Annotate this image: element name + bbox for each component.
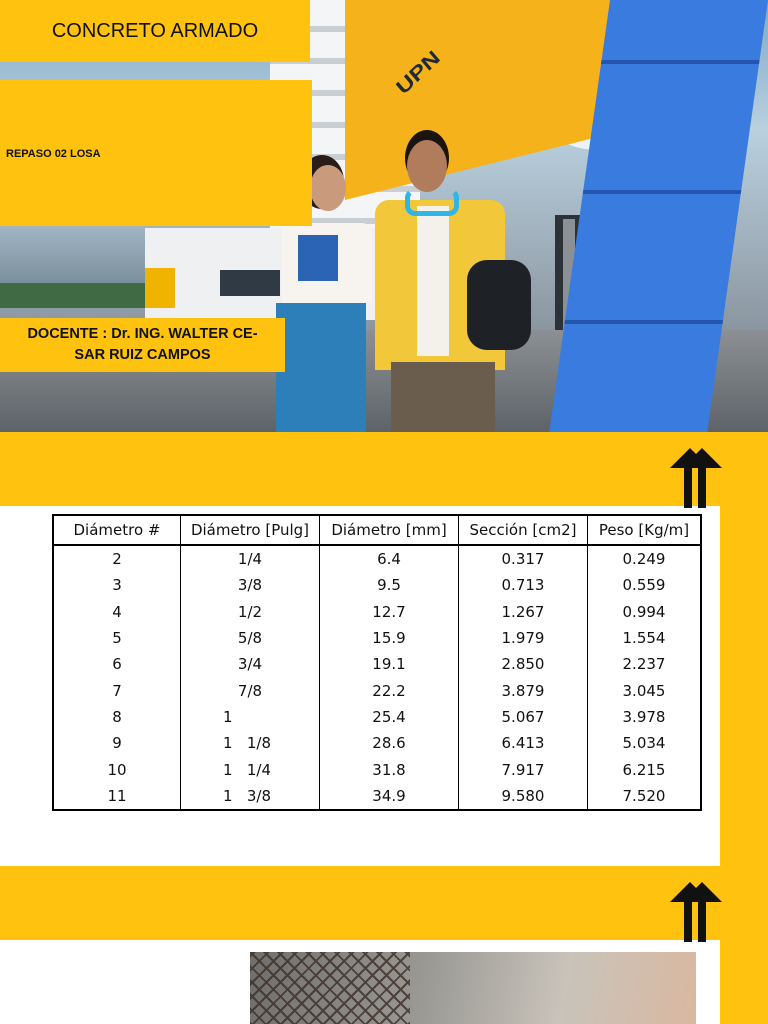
table-slide — [0, 432, 768, 866]
table-row: 8 1 25.4 5.067 3.978 — [53, 704, 701, 730]
rebar-table — [52, 514, 702, 811]
background-buildings — [0, 228, 150, 308]
course-title: CONCRETO ARMADO — [51, 19, 259, 42]
column-header: Diámetro [mm] — [320, 515, 459, 545]
title-box — [0, 0, 310, 62]
table-row: 10 1 1/4 31.8 7.917 6.215 — [53, 756, 701, 782]
side-band — [720, 866, 768, 1024]
upn-arrow-icon — [672, 882, 720, 942]
column-header: Diámetro [Pulg] — [181, 515, 320, 545]
cover-slide — [0, 0, 768, 432]
column-header: Diámetro # — [53, 515, 181, 545]
table-row: 3 3/8 9.5 0.713 0.559 — [53, 572, 701, 598]
header-band — [0, 432, 768, 506]
table-row: 2 1/4 6.4 0.317 0.249 — [53, 545, 701, 572]
table-row: 7 7/8 22.2 3.879 3.045 — [53, 677, 701, 703]
upn-arrow-icon — [672, 448, 720, 508]
student-man — [375, 140, 535, 432]
rebar-mesh — [250, 952, 410, 1024]
session-subtitle: REPASO 02 LOSA — [6, 148, 101, 160]
subtitle-box — [0, 80, 312, 226]
teacher-box — [0, 318, 285, 372]
concrete-slab-photo — [250, 952, 696, 1024]
header-band — [0, 866, 768, 940]
table-header-row — [53, 515, 701, 545]
column-header: Peso [Kg/m] — [588, 515, 702, 545]
table-row: 6 3/4 19.1 2.850 2.237 — [53, 651, 701, 677]
table-row: 11 1 3/8 34.9 9.580 7.520 — [53, 783, 701, 810]
table-row: 4 1/2 12.7 1.267 0.994 — [53, 599, 701, 625]
headphones — [405, 188, 459, 216]
side-band — [720, 432, 768, 866]
teacher-name: DOCENTE : Dr. ING. WALTER CE- SAR RUIZ CAMPOS — [27, 326, 258, 363]
backpack — [467, 260, 531, 350]
column-header: Sección [cm2] — [459, 515, 588, 545]
table-row: 9 1 1/8 28.6 6.413 5.034 — [53, 730, 701, 756]
table-row: 5 5/8 15.9 1.979 1.554 — [53, 625, 701, 651]
gate-logo: UPN — [391, 45, 445, 99]
third-slide — [0, 866, 768, 1024]
book — [298, 235, 338, 281]
